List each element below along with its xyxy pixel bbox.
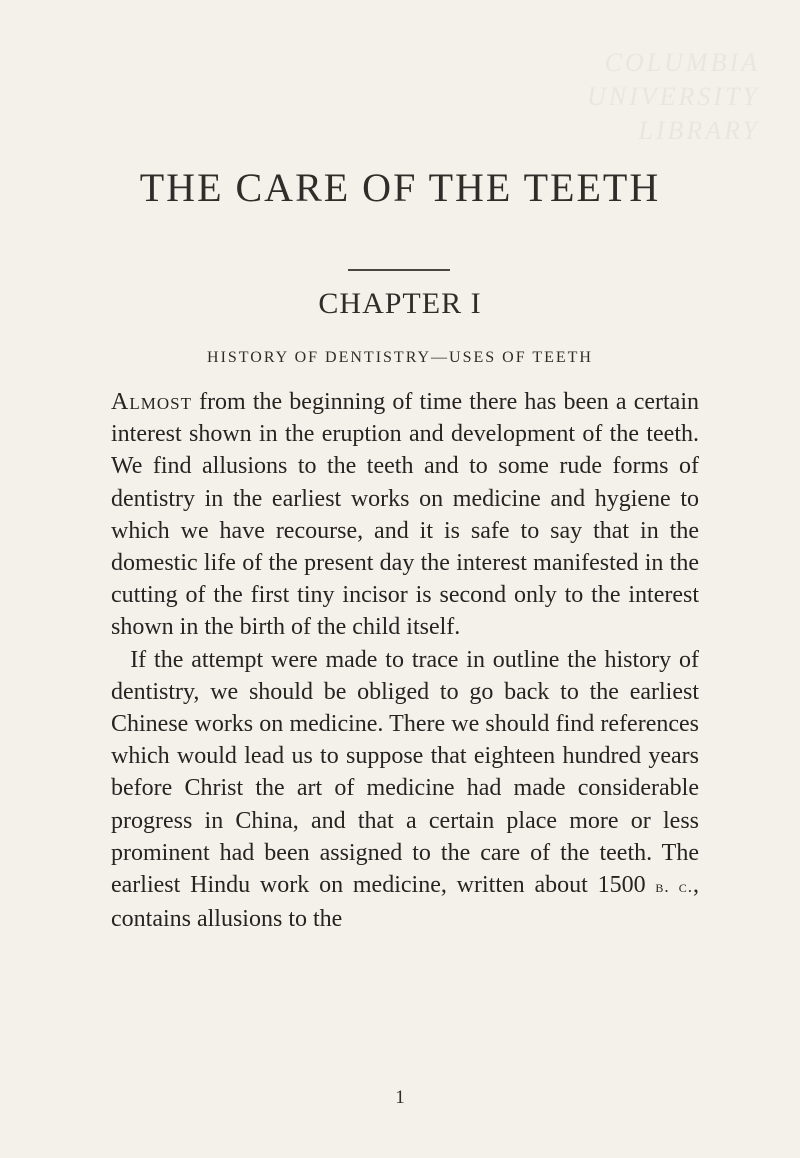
body-text — [111, 386, 699, 935]
paragraph-text: , contains allusions to the — [111, 872, 699, 933]
watermark-line: COLUMBIA — [604, 48, 760, 77]
page-number: 1 — [395, 1087, 405, 1108]
opening-word: Almost — [111, 389, 192, 415]
chapter-heading: CHAPTER I — [318, 287, 482, 320]
section-heading: HISTORY OF DENTISTRY—USES OF TEETH — [207, 349, 593, 366]
era-abbreviation: b. c. — [655, 877, 693, 897]
watermark-line: LIBRARY — [638, 116, 760, 145]
title-rule — [348, 269, 450, 271]
paragraph-text: If the attempt were made to trace in outline the history of dentistry, we should be obliged to go back to the earliest Chinese works on medicine. There we should find references which would lead us to suppose that eighteen hundred years before Christ the art of medicine had made considerable progress in China, and that a certain place more or less prominent had been assigned to the care of the teeth. The earliest Hindu work on medicine, written about 1500 — [111, 646, 699, 899]
library-watermark — [587, 46, 760, 148]
watermark-line: UNIVERSITY — [587, 82, 760, 111]
paragraph — [111, 386, 699, 644]
paragraph-text: from the beginning of time there has been a certain interest shown in the eruption and development of the teeth. We find allusions to the teeth and to some rude forms of dentistry in the earliest works on medicine and hygiene to which we have recourse, and it is safe to say that in the domestic life of the present day the interest manifested in the cutting of the first tiny incisor is second only to the interest shown in the birth of the child itself. — [111, 389, 699, 641]
book-title: THE CARE OF THE TEETH — [139, 165, 661, 210]
paragraph — [111, 644, 699, 936]
